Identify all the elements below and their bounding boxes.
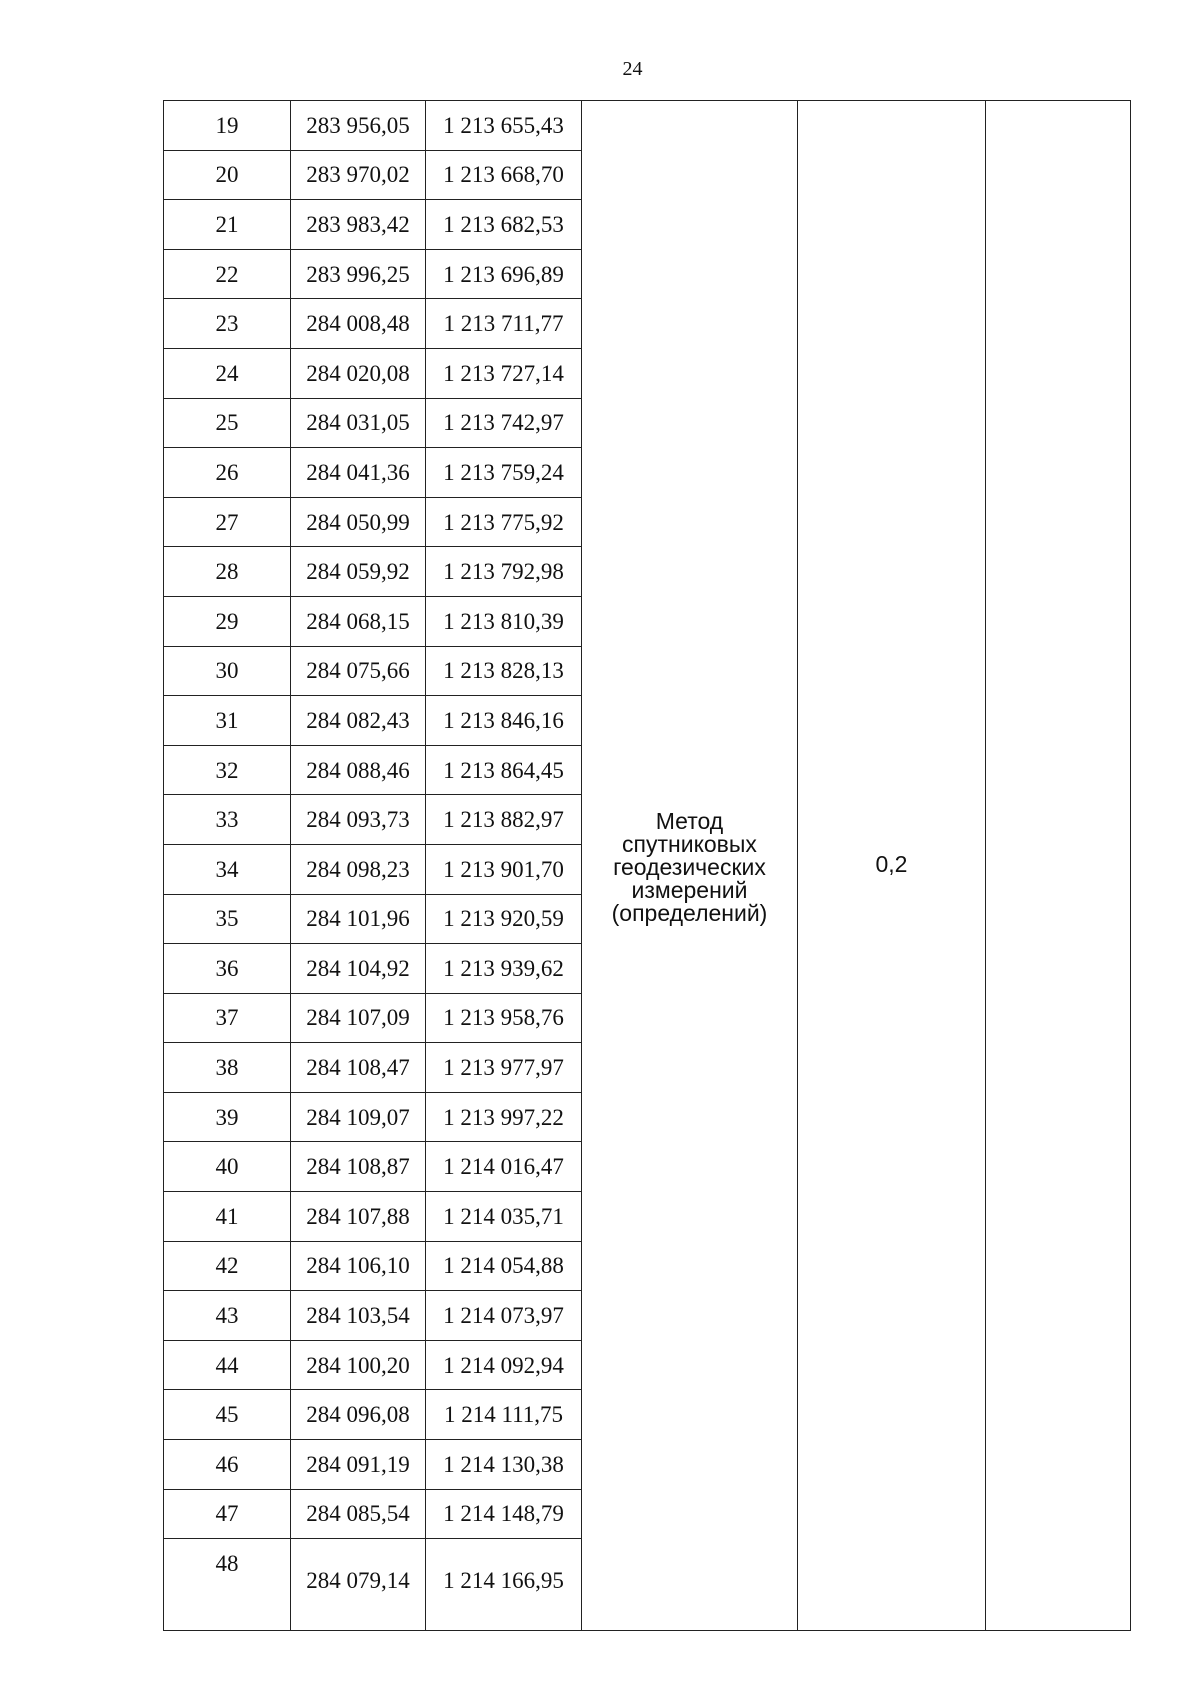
coordinates-table-body: [164, 101, 1131, 1631]
point-number-cell: 48: [164, 1539, 291, 1631]
y-coordinate-cell: 1 214 016,47: [426, 1142, 582, 1192]
point-number-cell: 31: [164, 696, 291, 746]
y-coordinate-cell: 1 213 711,77: [426, 299, 582, 349]
x-coordinate-cell: 284 031,05: [291, 398, 426, 448]
x-coordinate-cell: 283 956,05: [291, 101, 426, 151]
y-coordinate-cell: 1 213 696,89: [426, 249, 582, 299]
y-coordinate-cell: 1 213 810,39: [426, 596, 582, 646]
point-number-cell: 22: [164, 249, 291, 299]
x-coordinate-cell: 284 079,14: [291, 1539, 426, 1631]
y-coordinate-cell: 1 214 035,71: [426, 1192, 582, 1242]
point-number-cell: 42: [164, 1241, 291, 1291]
accuracy-cell: [798, 101, 986, 1631]
point-number-cell: 26: [164, 448, 291, 498]
point-number-cell: 29: [164, 596, 291, 646]
table-row: [164, 101, 1131, 151]
x-coordinate-cell: 284 101,96: [291, 894, 426, 944]
x-coordinate-cell: 283 970,02: [291, 150, 426, 200]
x-coordinate-cell: 284 104,92: [291, 944, 426, 994]
point-number-cell: 38: [164, 1043, 291, 1093]
y-coordinate-cell: 1 213 792,98: [426, 547, 582, 597]
x-coordinate-cell: 284 107,88: [291, 1192, 426, 1242]
x-coordinate-cell: 284 020,08: [291, 348, 426, 398]
point-number-cell: 46: [164, 1440, 291, 1490]
y-coordinate-cell: 1 213 939,62: [426, 944, 582, 994]
x-coordinate-cell: 284 085,54: [291, 1489, 426, 1539]
x-coordinate-cell: 284 108,87: [291, 1142, 426, 1192]
x-coordinate-cell: 284 082,43: [291, 696, 426, 746]
x-coordinate-cell: 284 088,46: [291, 745, 426, 795]
x-coordinate-cell: 284 093,73: [291, 795, 426, 845]
y-coordinate-cell: 1 213 828,13: [426, 646, 582, 696]
point-number-cell: 45: [164, 1390, 291, 1440]
method-line: (определений): [611, 900, 768, 927]
y-coordinate-cell: 1 214 092,94: [426, 1340, 582, 1390]
x-coordinate-cell: 284 106,10: [291, 1241, 426, 1291]
point-number-cell: 30: [164, 646, 291, 696]
point-number-cell: 27: [164, 497, 291, 547]
x-coordinate-cell: 284 050,99: [291, 497, 426, 547]
x-coordinate-cell: 284 059,92: [291, 547, 426, 597]
x-coordinate-cell: 284 068,15: [291, 596, 426, 646]
y-coordinate-cell: 1 214 073,97: [426, 1291, 582, 1341]
y-coordinate-cell: 1 213 901,70: [426, 844, 582, 894]
point-number-cell: 37: [164, 993, 291, 1043]
y-coordinate-cell: 1 213 655,43: [426, 101, 582, 151]
point-number-cell: 34: [164, 844, 291, 894]
x-coordinate-cell: 284 075,66: [291, 646, 426, 696]
point-number-cell: 47: [164, 1489, 291, 1539]
method-cell: [582, 101, 798, 1631]
y-coordinate-cell: 1 213 668,70: [426, 150, 582, 200]
point-number-cell: 24: [164, 348, 291, 398]
y-coordinate-cell: 1 214 130,38: [426, 1440, 582, 1490]
point-number-cell: 32: [164, 745, 291, 795]
point-number-cell: 44: [164, 1340, 291, 1390]
method-line: измерений: [631, 877, 748, 904]
point-number-cell: 40: [164, 1142, 291, 1192]
y-coordinate-cell: 1 213 727,14: [426, 348, 582, 398]
x-coordinate-cell: 283 996,25: [291, 249, 426, 299]
y-coordinate-cell: 1 213 775,92: [426, 497, 582, 547]
y-coordinate-cell: 1 213 977,97: [426, 1043, 582, 1093]
y-coordinate-cell: 1 213 742,97: [426, 398, 582, 448]
point-number-cell: 41: [164, 1192, 291, 1242]
method-line: Метод: [655, 808, 724, 835]
coordinates-table: [163, 100, 1131, 1631]
accuracy-value: 0,2: [875, 851, 908, 878]
x-coordinate-cell: 284 041,36: [291, 448, 426, 498]
method-line: геодезических: [613, 854, 766, 881]
x-coordinate-cell: 284 008,48: [291, 299, 426, 349]
x-coordinate-cell: 284 103,54: [291, 1291, 426, 1341]
y-coordinate-cell: 1 213 882,97: [426, 795, 582, 845]
y-coordinate-cell: 1 213 958,76: [426, 993, 582, 1043]
method-line: спутниковых: [622, 831, 757, 858]
x-coordinate-cell: 284 100,20: [291, 1340, 426, 1390]
point-number-cell: 21: [164, 200, 291, 250]
y-coordinate-cell: 1 213 759,24: [426, 448, 582, 498]
y-coordinate-cell: 1 213 920,59: [426, 894, 582, 944]
y-coordinate-cell: 1 213 864,45: [426, 745, 582, 795]
x-coordinate-cell: 284 096,08: [291, 1390, 426, 1440]
y-coordinate-cell: 1 214 054,88: [426, 1241, 582, 1291]
y-coordinate-cell: 1 214 148,79: [426, 1489, 582, 1539]
point-number-cell: 36: [164, 944, 291, 994]
x-coordinate-cell: 284 091,19: [291, 1440, 426, 1490]
x-coordinate-cell: 284 098,23: [291, 844, 426, 894]
y-coordinate-cell: 1 214 166,95: [426, 1539, 582, 1631]
point-number-cell: 28: [164, 547, 291, 597]
point-number-cell: 35: [164, 894, 291, 944]
point-number-cell: 20: [164, 150, 291, 200]
point-number-cell: 25: [164, 398, 291, 448]
point-number-cell: 23: [164, 299, 291, 349]
y-coordinate-cell: 1 213 682,53: [426, 200, 582, 250]
y-coordinate-cell: 1 214 111,75: [426, 1390, 582, 1440]
notes-cell: [986, 101, 1131, 1631]
x-coordinate-cell: 283 983,42: [291, 200, 426, 250]
point-number-cell: 39: [164, 1092, 291, 1142]
point-number-cell: 43: [164, 1291, 291, 1341]
y-coordinate-cell: 1 213 997,22: [426, 1092, 582, 1142]
point-number-cell: 33: [164, 795, 291, 845]
x-coordinate-cell: 284 109,07: [291, 1092, 426, 1142]
y-coordinate-cell: 1 213 846,16: [426, 696, 582, 746]
x-coordinate-cell: 284 108,47: [291, 1043, 426, 1093]
x-coordinate-cell: 284 107,09: [291, 993, 426, 1043]
point-number-cell: 19: [164, 101, 291, 151]
page-number: 24: [622, 58, 643, 80]
method-text: [612, 810, 768, 925]
